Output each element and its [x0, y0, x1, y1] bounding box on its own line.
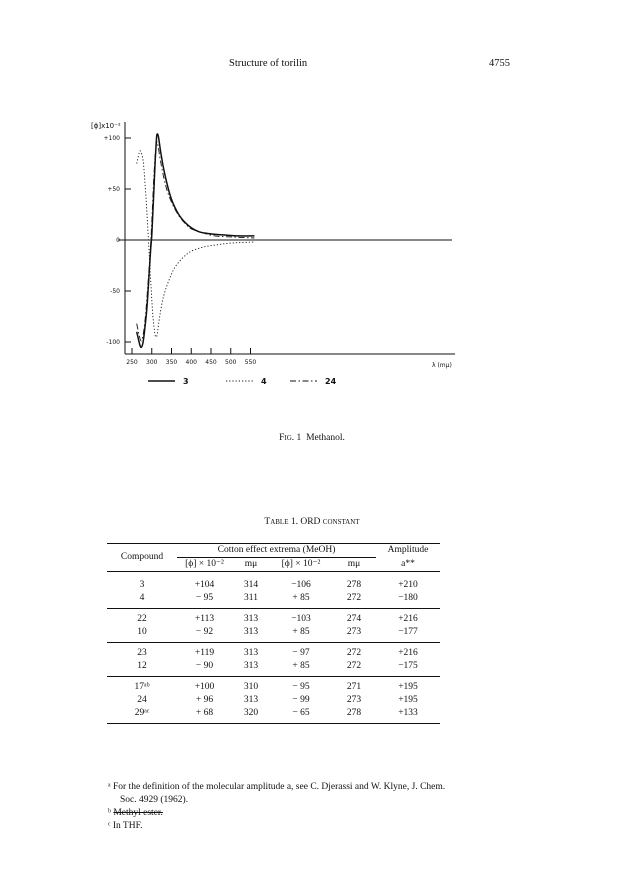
- y-tick-label: +50: [107, 186, 120, 193]
- y-axis-label: [ϕ]x10⁻²: [91, 122, 121, 130]
- figure-caption-label: Fig. 1: [279, 433, 302, 443]
- cell-phi-1: − 90: [195, 661, 214, 671]
- table-row: [107, 660, 440, 677]
- footnote: [108, 781, 448, 807]
- cell-phi-2: + 85: [292, 661, 310, 671]
- col-phi-2: [ϕ] × 10⁻²: [270, 558, 332, 572]
- legend-label-4: 4: [261, 377, 267, 386]
- footnotes: [108, 781, 448, 833]
- col-mu-1: mμ: [232, 558, 270, 572]
- col-phi-1: [ϕ] × 10⁻²: [177, 558, 232, 572]
- cell-amplitude: +210: [398, 580, 418, 590]
- cell-mu-1: 314: [243, 580, 259, 590]
- cell-phi-1: − 92: [195, 627, 214, 637]
- x-tick-label: 350: [165, 359, 178, 366]
- table-title: Table 1. ORD constant: [264, 517, 360, 527]
- y-ticks: [104, 135, 131, 346]
- footnote-mark: ᵃ: [108, 782, 113, 792]
- table-row: [107, 626, 440, 643]
- cell-mu-2: 278: [346, 580, 362, 590]
- cell-compound: 17ᵃᵇ: [107, 677, 177, 695]
- table-row: [107, 609, 440, 627]
- cell-phi-2: + 85: [292, 627, 310, 637]
- cell-compound: 12: [137, 661, 147, 671]
- figure-caption-text: Methanol.: [306, 433, 345, 443]
- cell-mu-2: 272: [346, 661, 362, 671]
- ord-chart: [0, 0, 624, 420]
- table-row: [107, 592, 440, 609]
- table-header-row-1: [107, 544, 440, 558]
- cell-amplitude: +195: [376, 677, 440, 695]
- cell-compound: 4: [139, 593, 145, 603]
- series-line-3: [137, 134, 255, 347]
- col-amp: a**: [376, 558, 440, 572]
- chart-axes: [118, 122, 455, 354]
- page-number: 4755: [489, 58, 510, 69]
- cell-compound: 23: [107, 643, 177, 661]
- cell-mu-1: 313: [232, 643, 270, 661]
- cell-compound: 24: [137, 695, 147, 705]
- cell-mu-1: 313: [243, 695, 259, 705]
- cell-mu-2: 278: [332, 707, 376, 724]
- x-tick-label: 550: [244, 359, 257, 366]
- cell-mu-2: 273: [346, 627, 362, 637]
- cell-compound: 10: [137, 627, 147, 637]
- amplitude-header: Amplitude: [376, 544, 440, 558]
- x-tick-label: 500: [225, 359, 237, 366]
- cell-phi-1: +104: [194, 580, 215, 590]
- cell-amplitude: −180: [398, 593, 418, 603]
- cell-mu-1: 320: [232, 707, 270, 724]
- y-tick-label: -100: [106, 339, 120, 346]
- cell-mu-1: 313: [243, 627, 259, 637]
- cell-amplitude: −175: [398, 661, 418, 671]
- x-ticks: [126, 348, 256, 366]
- cell-mu-1: 310: [232, 677, 270, 695]
- legend-label-24: 24: [325, 377, 337, 386]
- footnote-mark: ᶜ: [108, 821, 113, 831]
- cell-amplitude: +216: [376, 609, 440, 627]
- cell-phi-2: + 85: [292, 593, 310, 603]
- cell-compound: 22: [107, 609, 177, 627]
- cell-amplitude: +133: [376, 707, 440, 724]
- table-row: [107, 572, 440, 593]
- cell-phi-1: +113: [177, 609, 232, 627]
- col-mu-2: mμ: [332, 558, 376, 572]
- table-row: [107, 677, 440, 695]
- y-tick-label: 0: [116, 237, 120, 244]
- running-title: Structure of torilin: [229, 58, 308, 69]
- cell-mu-2: 272: [332, 643, 376, 661]
- cell-amplitude: +195: [398, 695, 418, 705]
- footnote-text: In THF.: [112, 821, 143, 831]
- table-row: [107, 643, 440, 661]
- cell-mu-2: 273: [346, 695, 362, 705]
- y-tick-label: +100: [103, 135, 120, 142]
- footnote-mark: ᵇ: [108, 808, 114, 818]
- ord-table: [107, 543, 440, 724]
- series-layer: [137, 134, 255, 347]
- table-row: [107, 694, 440, 707]
- x-tick-label: 300: [146, 359, 158, 366]
- cell-compound: 3: [139, 580, 145, 590]
- x-tick-label: 400: [185, 359, 197, 366]
- group-header: Cotton effect extrema (MeOH): [177, 544, 376, 558]
- footnote: [108, 820, 448, 833]
- cell-phi-2: −103: [270, 609, 332, 627]
- cell-phi-2: − 65: [270, 707, 332, 724]
- cell-phi-1: +119: [177, 643, 232, 661]
- cell-mu-1: 313: [232, 609, 270, 627]
- cell-phi-1: +100: [177, 677, 232, 695]
- legend: [148, 377, 337, 386]
- cell-compound: 29ᵃᶜ: [107, 707, 177, 724]
- figure-caption: [0, 433, 624, 443]
- legend-label-3: 3: [183, 377, 189, 386]
- cell-mu-1: 311: [244, 593, 258, 603]
- compound-header: Compound: [107, 544, 177, 572]
- x-tick-label: 250: [126, 359, 138, 366]
- cell-phi-2: − 95: [270, 677, 332, 695]
- series-line-24: [137, 142, 255, 341]
- cell-phi-2: − 97: [270, 643, 332, 661]
- cell-phi-1: + 96: [195, 695, 214, 705]
- footnote-text: For the definition of the molecular amplitude a, see C. Djerassi and W. Klyne, J. Chem. Soc. 4929 (1962).: [112, 782, 446, 805]
- cell-phi-1: + 68: [177, 707, 232, 724]
- cell-phi-1: − 95: [195, 593, 214, 603]
- cell-amplitude: +216: [376, 643, 440, 661]
- x-axis-label: λ (mμ): [432, 362, 452, 369]
- footnote-text: Methyl ester.: [113, 808, 163, 818]
- table-row: [107, 707, 440, 724]
- x-tick-label: 450: [205, 359, 217, 366]
- cell-mu-2: 274: [332, 609, 376, 627]
- cell-phi-2: − 99: [292, 695, 310, 705]
- cell-amplitude: −177: [398, 627, 418, 637]
- cell-phi-2: −106: [291, 580, 311, 590]
- footnote: [108, 807, 448, 820]
- cell-mu-2: 271: [332, 677, 376, 695]
- cell-mu-1: 313: [243, 661, 259, 671]
- y-tick-label: -50: [110, 288, 120, 295]
- cell-mu-2: 272: [346, 593, 362, 603]
